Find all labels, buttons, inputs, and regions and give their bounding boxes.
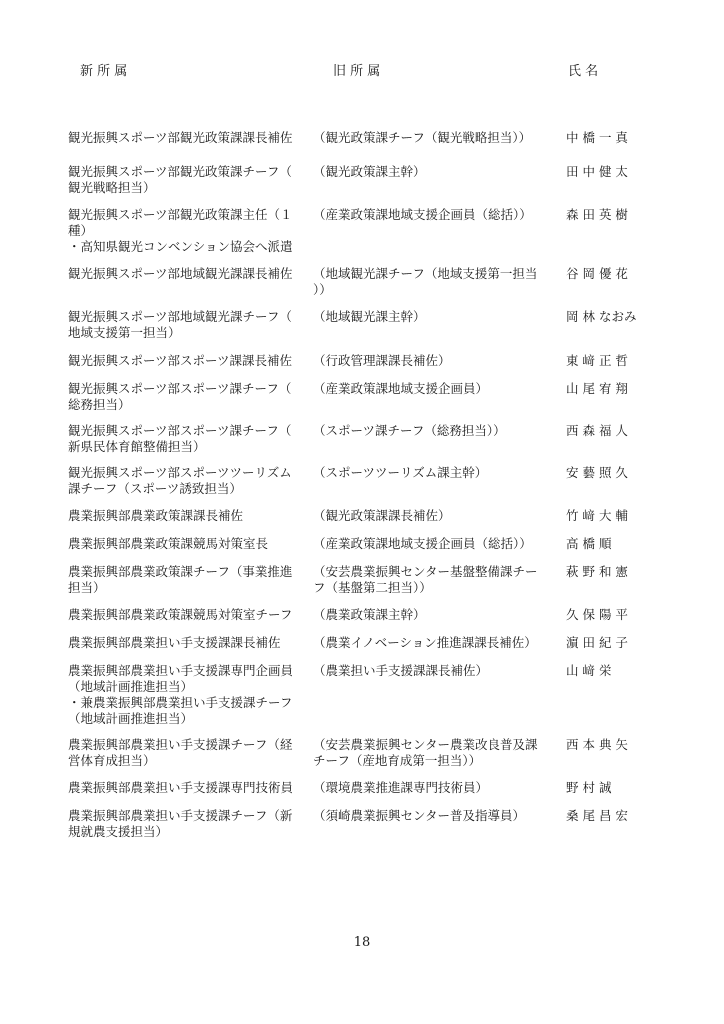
old-dept-cell: （観光政策課チーフ（観光戦略担当）） [313, 130, 532, 145]
new-dept-cell: 農業振興部農業政策課競馬対策室長 [68, 536, 269, 551]
personnel-table [0, 130, 724, 848]
old-dept-cell: （行政管理課課長補佐） [313, 353, 451, 368]
new-dept-cell: 観光振興スポーツ部観光政策課チーフ（ 観光戦略担当） [68, 164, 292, 195]
person-name: 田 中 健 太 [566, 164, 628, 179]
table-row [0, 423, 724, 465]
new-dept-cell: 農業振興部農業担い手支援課チーフ（経 営体育成担当） [68, 737, 293, 768]
old-dept-cell: （農業イノベーション推進課課長補佐） [313, 635, 537, 650]
new-dept-cell: 観光振興スポーツ部地域観光課課長補佐 [68, 266, 293, 281]
person-name: 山 尾 宥 翔 [566, 381, 628, 396]
name-cell [566, 423, 662, 439]
table-row [0, 780, 724, 808]
table-row [0, 737, 724, 780]
name-cell [566, 207, 662, 223]
name-cell [566, 737, 662, 753]
table-row [0, 508, 724, 536]
table-row [0, 635, 724, 663]
table-row [0, 207, 724, 266]
name-cell [566, 164, 662, 180]
old-dept-cell: （農業担い手支援課課長補佐） [313, 663, 489, 678]
table-row [0, 536, 724, 564]
old-dept-cell: （産業政策課地域支援企画員（総括）） [313, 207, 532, 222]
new-dept-cell: 観光振興スポーツ部スポーツ課課長補佐 [68, 353, 293, 368]
new-dept-cell: 観光振興スポーツ部スポーツ課チーフ（ 新県民体育館整備担当） [68, 423, 292, 454]
old-dept-cell: （地域観光課チーフ（地域支援第一担当 ）） [313, 266, 538, 297]
person-name: 西 森 福 人 [566, 423, 628, 438]
table-row [0, 381, 724, 423]
person-name: 岡 林 なおみ [566, 309, 637, 324]
person-name: 中 橋 一 真 [566, 130, 628, 145]
name-cell [566, 635, 662, 651]
table-row [0, 164, 724, 207]
person-name: 山 﨑 栄 [566, 663, 612, 678]
table-row [0, 130, 724, 164]
header-old-dept: 旧 所 属 [333, 64, 381, 79]
old-dept-cell: （スポーツ課チーフ（総務担当）） [313, 423, 506, 438]
person-name: 野 村 誠 [566, 780, 612, 795]
person-name: 谷 岡 優 花 [566, 266, 628, 281]
table-row [0, 808, 724, 848]
name-cell [566, 353, 662, 369]
table-row [0, 309, 724, 353]
person-name: 桑 尾 昌 宏 [566, 808, 628, 823]
name-cell [566, 266, 662, 282]
old-dept-cell: （農業政策課主幹） [313, 607, 426, 622]
person-name: 久 保 陽 平 [566, 607, 628, 622]
old-dept-cell: （産業政策課地域支援企画員） [313, 381, 489, 396]
person-name: 竹 﨑 大 輔 [566, 508, 628, 523]
table-row [0, 465, 724, 508]
table-row [0, 663, 724, 737]
new-dept-cell: 観光振興スポーツ部観光政策課課長補佐 [68, 130, 293, 145]
table-row [0, 607, 724, 635]
new-dept-cell: 農業振興部農業担い手支援課課長補佐 [68, 635, 281, 650]
table-row [0, 266, 724, 309]
name-cell [566, 808, 662, 824]
new-dept-cell: 観光振興スポーツ部スポーツ課チーフ（ 総務担当） [68, 381, 292, 412]
old-dept-cell: （地域観光課主幹） [313, 309, 426, 324]
new-dept-cell: 観光振興スポーツ部観光政策課主任（１ 種） ・高知県観光コンベンション協会へ派遣 [68, 207, 293, 254]
table-row [0, 564, 724, 607]
old-dept-cell: （安芸農業振興センター農業改良普及課 チーフ（産地育成第一担当）） [313, 737, 538, 768]
new-dept-cell: 農業振興部農業政策課競馬対策室チーフ [68, 607, 293, 622]
new-dept-cell: 農業振興部農業政策課チーフ（事業推進 担当） [68, 564, 293, 595]
person-name: 西 本 典 矢 [566, 737, 628, 752]
old-dept-cell: （観光政策課課長補佐） [313, 508, 451, 523]
name-cell [566, 309, 662, 325]
name-cell [566, 663, 662, 679]
name-cell [566, 381, 662, 397]
old-dept-cell: （安芸農業振興センター基盤整備課チー フ（基盤第二担当）） [313, 564, 538, 595]
name-cell [566, 780, 662, 796]
old-dept-cell: （観光政策課主幹） [313, 164, 426, 179]
new-dept-cell: 農業振興部農業担い手支援課専門企画員 （地域計画推進担当） ・兼農業振興部農業担い手支援課チーフ （地域計画推進担当） [68, 663, 294, 726]
name-cell [566, 130, 662, 146]
person-name: 安 藝 照 久 [566, 465, 628, 480]
name-cell [566, 536, 662, 552]
new-dept-cell: 観光振興スポーツ部スポーツツーリズム 課チーフ（スポーツ誘致担当） [68, 465, 292, 496]
old-dept-cell: （環境農業推進課専門技術員） [313, 780, 489, 795]
old-dept-cell: （スポーツツーリズム課主幹） [313, 465, 488, 480]
person-name: 濵 田 紀 子 [566, 635, 628, 650]
old-dept-cell: （須崎農業振興センター普及指導員） [313, 808, 526, 823]
name-cell [566, 465, 662, 481]
new-dept-cell: 農業振興部農業担い手支援課専門技術員 [68, 780, 294, 795]
name-cell [566, 508, 662, 524]
person-name: 森 田 英 樹 [566, 207, 628, 222]
new-dept-cell: 農業振興部農業担い手支援課チーフ（新 規就農支援担当） [68, 808, 293, 839]
header-name: 氏 名 [568, 64, 599, 79]
person-name: 萩 野 和 憲 [566, 564, 628, 579]
page-number: 18 [353, 935, 371, 950]
person-name: 高 橋 順 [566, 536, 612, 551]
person-name: 東 﨑 正 哲 [566, 353, 628, 368]
header-new-dept: 新 所 属 [80, 64, 128, 79]
new-dept-cell: 観光振興スポーツ部地域観光課チーフ（ 地域支援第一担当） [68, 309, 292, 340]
old-dept-cell: （産業政策課地域支援企画員（総括）） [313, 536, 532, 551]
name-cell [566, 564, 662, 580]
name-cell [566, 607, 662, 623]
table-row [0, 353, 724, 381]
new-dept-cell: 農業振興部農業政策課課長補佐 [68, 508, 244, 523]
